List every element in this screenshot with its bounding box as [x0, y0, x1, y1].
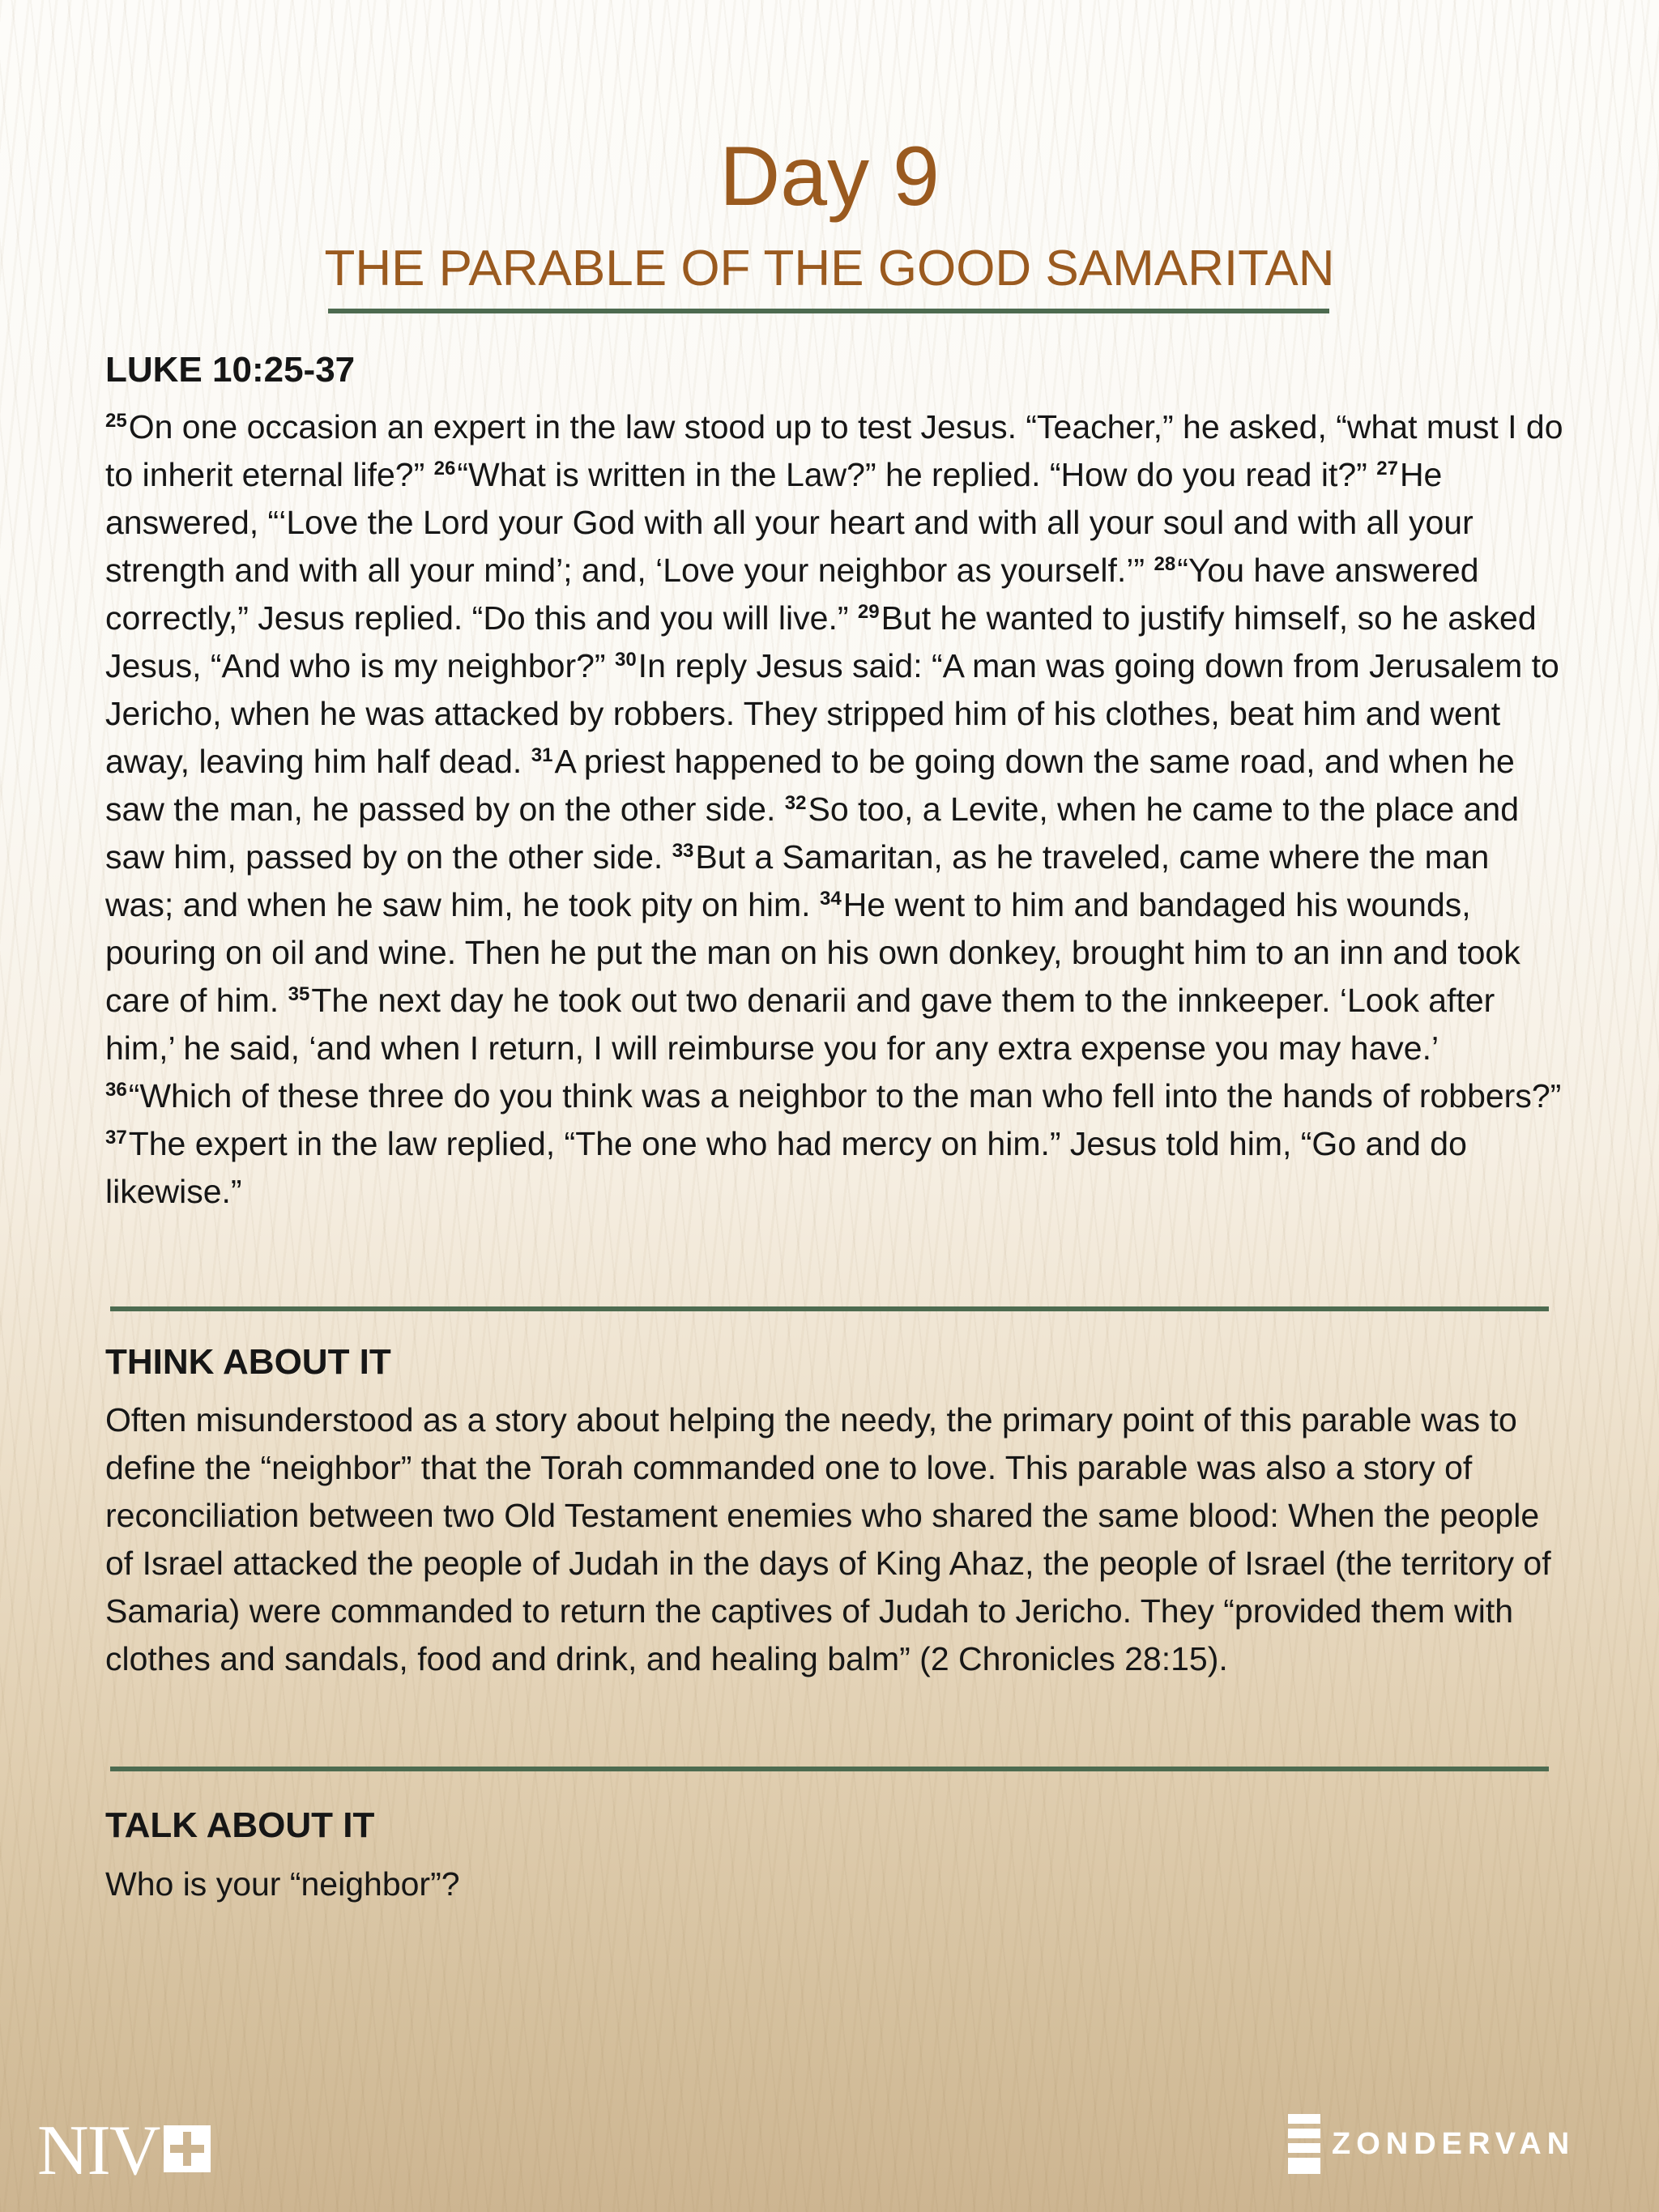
niv-logo	[37, 2112, 211, 2190]
verse	[105, 982, 1495, 1067]
verse-number: 35	[288, 983, 310, 1005]
verse-text: “You have answered correctly,” Jesus replied. “Do this and you will live.”	[105, 552, 1479, 637]
talk-body: Who is your “neighbor”?	[105, 1865, 460, 1903]
verse-number: 32	[784, 792, 807, 814]
verse-number: 33	[672, 840, 694, 862]
verse-number: 25	[105, 410, 127, 432]
verse-number: 31	[531, 744, 553, 766]
think-heading: THINK ABOUT IT	[105, 1342, 391, 1382]
day-title: Day 9	[719, 130, 940, 224]
zondervan-mark-icon	[1288, 2114, 1320, 2174]
verse-text: In reply Jesus said: “A man was going down from Jerusalem to Jericho, when he was attacked by robbers. They stripped him of his clothes, beat him and went away, leaving him half dead.	[105, 647, 1559, 780]
verse	[105, 1125, 1467, 1210]
verse-number: 36	[105, 1079, 127, 1101]
verse-text: A priest happened to be going down the same road, and when he saw the man, he passed by on the other side.	[105, 743, 1515, 828]
section-divider	[110, 1306, 1549, 1311]
verse-text: He went to him and bandaged his wounds, pouring on oil and wine. Then he put the man on his own donkey, brought him to an inn and took care of him.	[105, 886, 1520, 1019]
verse	[105, 1077, 1561, 1115]
section-divider	[110, 1767, 1549, 1771]
verse-text: The expert in the law replied, “The one who had mercy on him.” Jesus told him, “Go and do likewise.”	[105, 1125, 1467, 1210]
verse-number: 27	[1376, 458, 1398, 479]
scripture-passage	[105, 403, 1563, 1216]
verse-number: 37	[105, 1127, 127, 1149]
verse-number: 34	[819, 888, 842, 910]
verse-number: 28	[1154, 553, 1176, 575]
verse-text: The next day he took out two denarii and gave them to the innkeeper. ‘Look after him,’ he said, ‘and when I return, I will reimburse you for any extra expense you may have.’	[105, 982, 1495, 1067]
title-divider	[328, 309, 1329, 313]
verse-text: But a Samaritan, as he traveled, came where the man was; and when he saw him, he took pity on him.	[105, 838, 1490, 923]
think-body: Often misunderstood as a story about helping the needy, the primary point of this parable was to define the “neighbor” that the Torah commanded one to love. This parable was also a story of reconciliation between two Old Testament enemies who shared the same blood: When the people of Israel attacked the people of Judah in the days of King Ahaz, the people of Israel (the territory of Samaria) were commanded to return the captives of Judah to Jericho. They “provided them with clothes and sandals, food and drink, and healing balm” (2 Chronicles 28:15).	[105, 1401, 1551, 1677]
verse-number: 26	[433, 458, 456, 479]
niv-cross-icon	[164, 2125, 211, 2172]
zondervan-logo	[1288, 2114, 1575, 2174]
verse-text: He answered, “‘Love the Lord your God with all your heart and with all your soul and with all your strength and with all your mind’; and, ‘Love your neighbor as yourself.’”	[105, 456, 1473, 589]
zondervan-wordmark: ZONDERVAN	[1332, 2126, 1576, 2161]
verse-text: So too, a Levite, when he came to the place and saw him, passed by on the other side.	[105, 791, 1520, 876]
verse-number: 29	[857, 601, 880, 623]
verse-number: 30	[614, 649, 637, 671]
page-subtitle: THE PARABLE OF THE GOOD SAMARITAN	[324, 241, 1335, 296]
talk-heading: TALK ABOUT IT	[105, 1805, 375, 1845]
verse-text: “What is written in the Law?” he replied. “How do you read it?”	[457, 456, 1367, 493]
verse	[434, 456, 1367, 493]
verse-text: But he wanted to justify himself, so he asked Jesus, “And who is my neighbor?”	[105, 599, 1537, 684]
scripture-reference: LUKE 10:25-37	[105, 350, 356, 390]
verse-text: On one occasion an expert in the law stood up to test Jesus. “Teacher,” he asked, “what must I do to inherit eternal life?”	[105, 408, 1563, 493]
niv-wordmark: NIV	[37, 2112, 160, 2190]
verse-text: “Which of these three do you think was a neighbor to the man who fell into the hands of robbers?”	[128, 1077, 1562, 1115]
